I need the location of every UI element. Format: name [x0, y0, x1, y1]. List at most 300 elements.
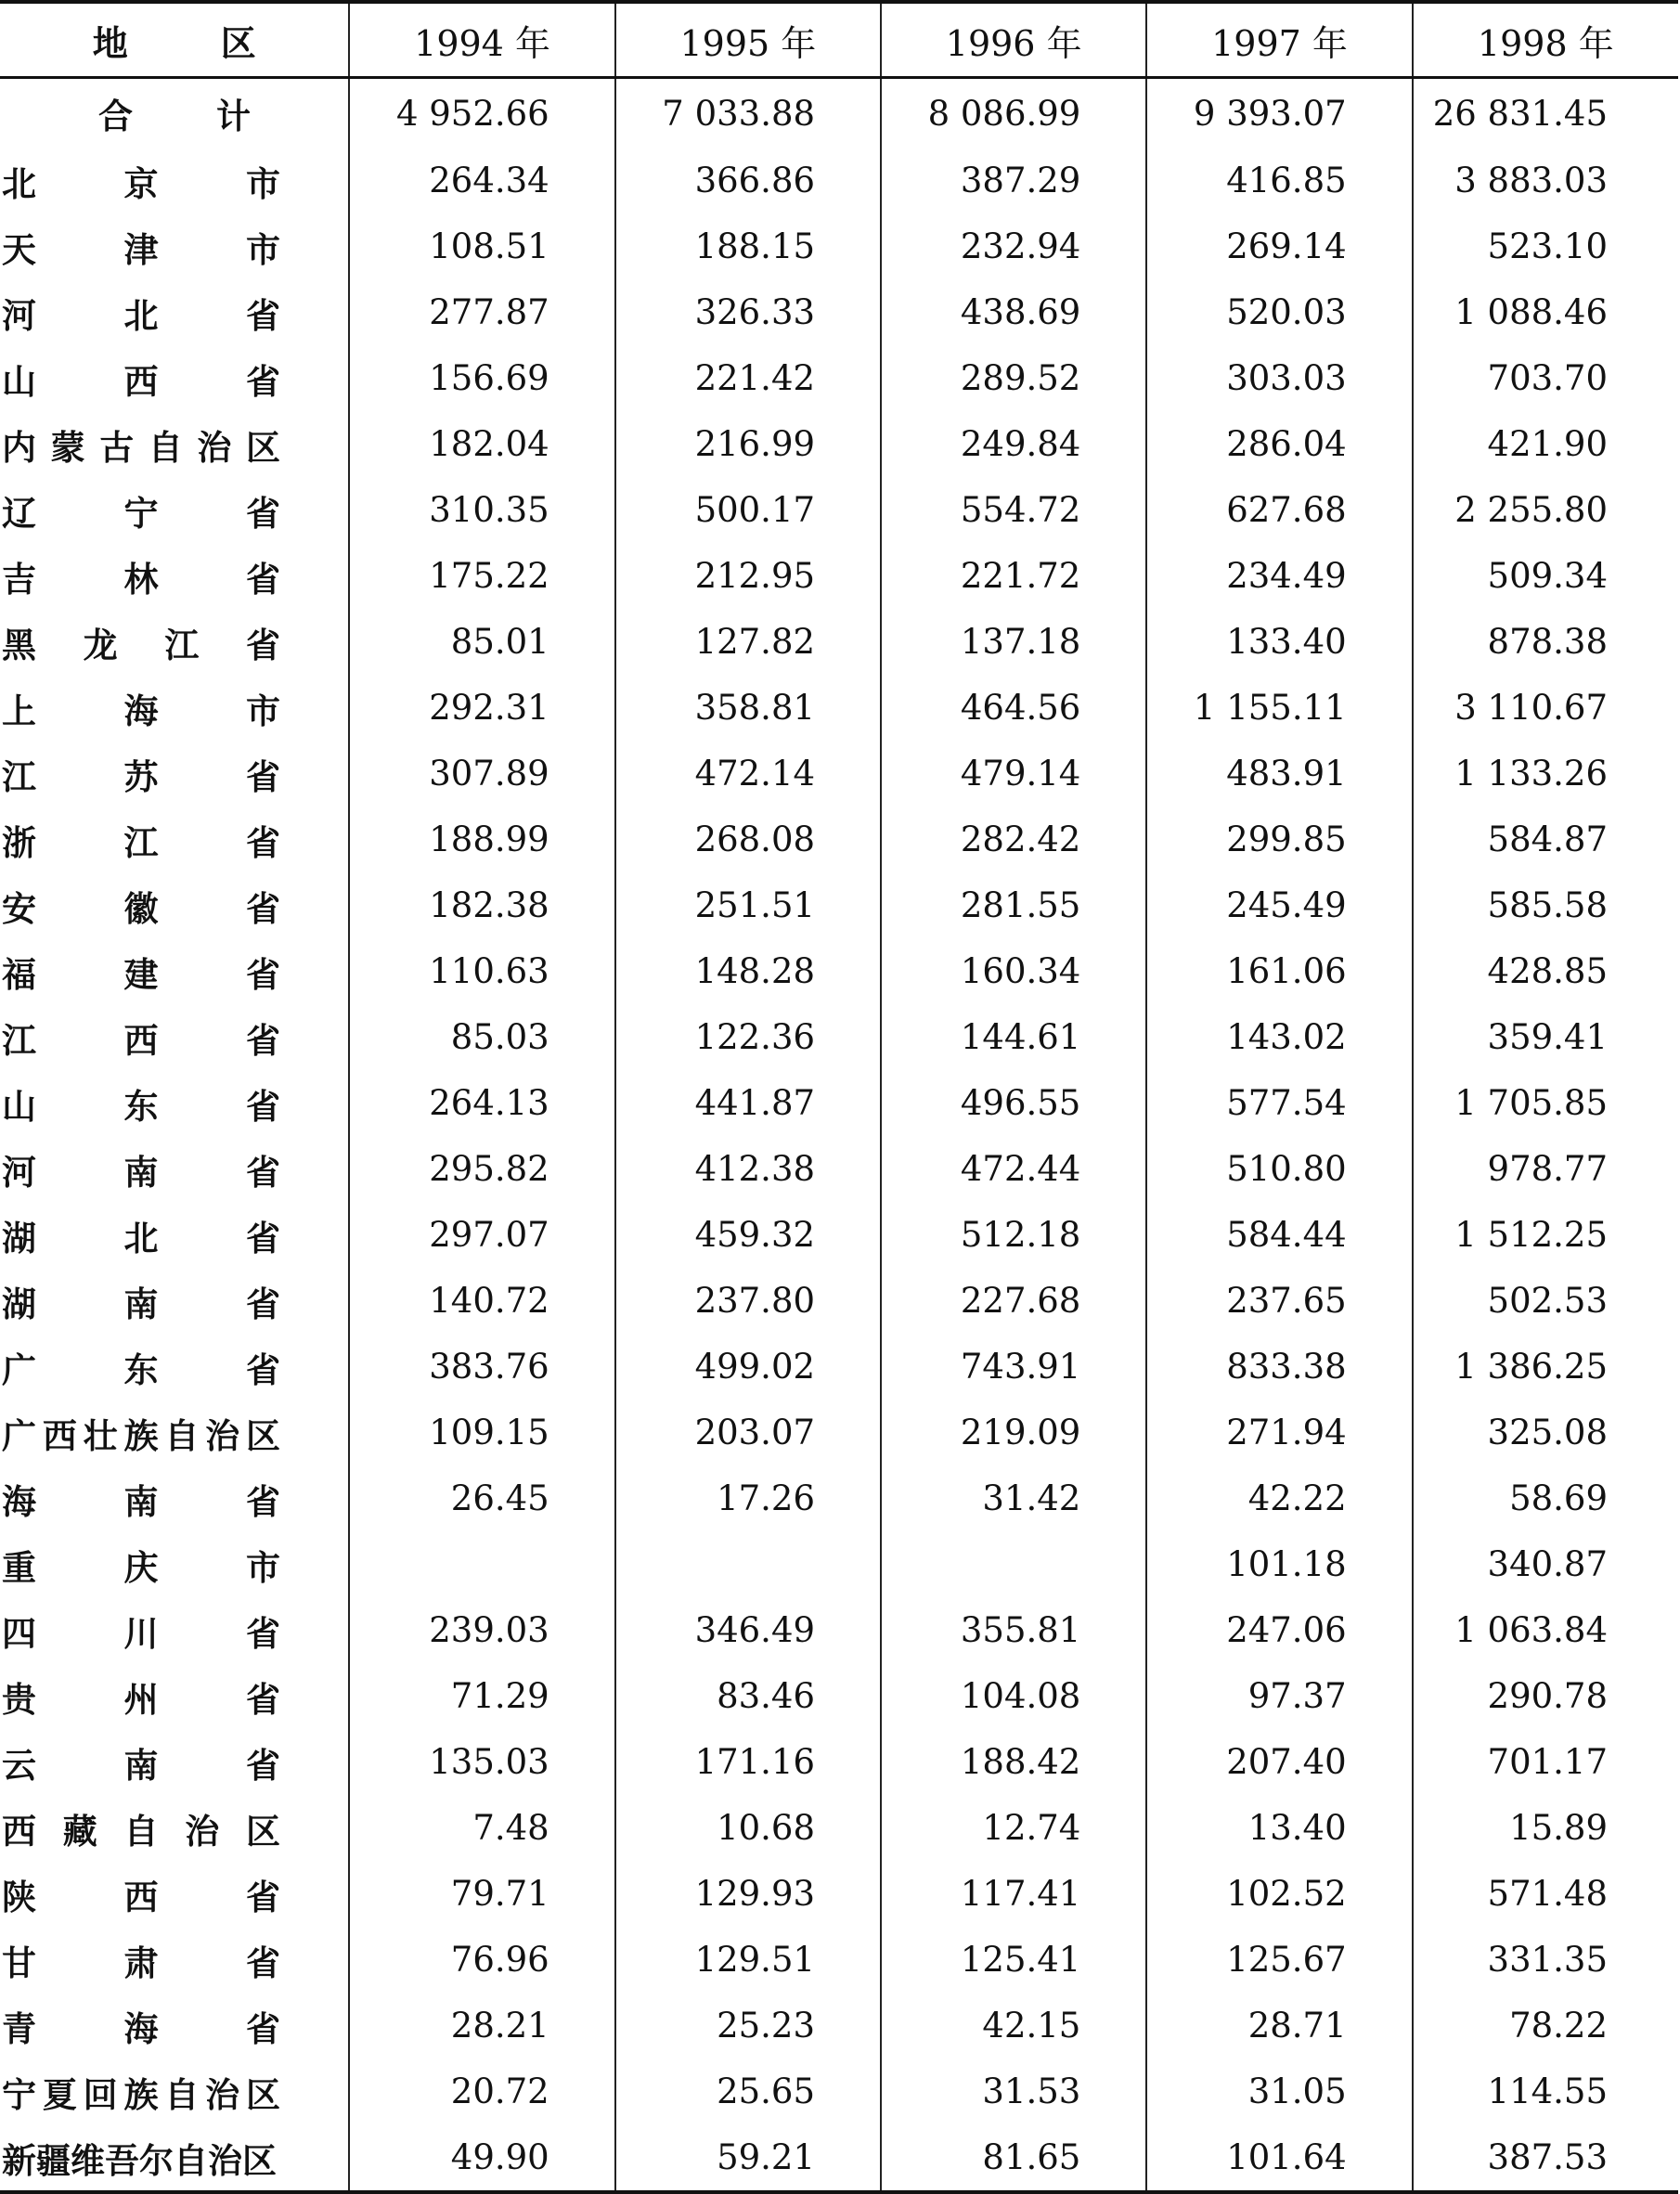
region-char: 自: [164, 2073, 200, 2115]
region-char: 黑: [2, 624, 36, 665]
region-char: 省: [246, 294, 280, 336]
region-char: 省: [246, 755, 280, 797]
table-row: [0, 1927, 1678, 1993]
value-cell-1995: 216.99: [615, 411, 881, 477]
value-cell-1997: 42.22: [1146, 1465, 1412, 1531]
region-char: 区: [245, 426, 280, 468]
region-char: 省: [246, 1151, 280, 1193]
region-char: 西: [123, 1876, 159, 1917]
region-char: 吉: [2, 558, 36, 600]
value-cell-1995: [615, 1531, 881, 1597]
region-label: [0, 1144, 280, 1194]
region-label: [0, 749, 280, 799]
value-cell-1997: 833.38: [1146, 1334, 1412, 1400]
region-char: 内: [2, 426, 36, 468]
value-cell-1997: 1 155.11: [1146, 675, 1412, 741]
region-char: 州: [123, 1678, 159, 1720]
value-cell-1997: 269.14: [1146, 213, 1412, 279]
region-char: 海: [2, 1480, 36, 1522]
value-cell-1998: 26 831.45: [1413, 78, 1678, 148]
region-char: 四: [2, 1612, 36, 1654]
value-cell-1996: 144.61: [881, 1004, 1146, 1070]
value-cell-1994: 182.38: [349, 872, 614, 938]
value-cell-1994: 135.03: [349, 1729, 614, 1795]
region-char: 南: [123, 1480, 159, 1522]
value-cell-1996: 219.09: [881, 1400, 1146, 1465]
region-char: 安: [2, 887, 36, 929]
region-char: 西: [123, 360, 159, 402]
value-cell-1997: 143.02: [1146, 1004, 1412, 1070]
value-cell-1994: 49.90: [349, 2124, 614, 2192]
region-cell: [0, 2058, 349, 2124]
region-char: 海: [123, 2007, 159, 2049]
value-cell-1994: 28.21: [349, 1993, 614, 2058]
value-cell-1998: 703.70: [1413, 345, 1678, 411]
value-cell-1998: 114.55: [1413, 2058, 1678, 2124]
value-cell-1996: 104.08: [881, 1663, 1146, 1729]
region-char: 省: [246, 1942, 280, 1983]
region-char: 河: [2, 1151, 36, 1193]
region-char: 东: [123, 1085, 159, 1127]
value-cell-1996: 125.41: [881, 1927, 1146, 1993]
region-label: [0, 881, 280, 931]
region-char: 西: [42, 1414, 77, 1456]
table-row: [0, 1004, 1678, 1070]
value-cell-1995: 358.81: [615, 675, 881, 741]
value-cell-1997: 303.03: [1146, 345, 1412, 411]
value-cell-1995: 366.86: [615, 148, 881, 213]
region-char: 治: [205, 1414, 240, 1456]
value-cell-1996: 464.56: [881, 675, 1146, 741]
region-char: 宁: [2, 2073, 36, 2115]
region-char: 省: [246, 360, 280, 402]
value-cell-1996: 512.18: [881, 1202, 1146, 1268]
region-cell: [0, 78, 349, 148]
value-cell-1994: 239.03: [349, 1597, 614, 1663]
region-label: [0, 1671, 280, 1722]
region-char: 山: [2, 1085, 36, 1127]
region-char: 自: [148, 426, 183, 468]
region-char: 京: [123, 162, 159, 204]
value-cell-1997: 101.64: [1146, 2124, 1412, 2192]
table-row: [0, 1795, 1678, 1861]
region-char: 云: [2, 1744, 36, 1786]
region-char: 合: [98, 96, 133, 136]
region-label: [0, 2133, 280, 2183]
region-label: [0, 1474, 280, 1524]
value-cell-1997: 510.80: [1146, 1136, 1412, 1202]
value-cell-1996: 8 086.99: [881, 78, 1146, 148]
region-cell: [0, 1136, 349, 1202]
region-cell: [0, 1729, 349, 1795]
value-cell-1995: 499.02: [615, 1334, 881, 1400]
value-cell-1996: 137.18: [881, 609, 1146, 675]
region-char: 自: [164, 1414, 200, 1456]
region-char: 西: [123, 1019, 159, 1061]
region-label: [0, 1869, 280, 1919]
header-row: [0, 2, 1678, 78]
region-char: 省: [246, 1678, 280, 1720]
value-cell-1996: 282.42: [881, 807, 1146, 872]
value-cell-1996: 81.65: [881, 2124, 1146, 2192]
region-cell: [0, 2124, 349, 2192]
value-cell-1995: 212.95: [615, 543, 881, 609]
region-char: 回: [83, 2073, 118, 2115]
value-cell-1998: 359.41: [1413, 1004, 1678, 1070]
table-row: [0, 1993, 1678, 2058]
value-cell-1998: 387.53: [1413, 2124, 1678, 2192]
region-char: 肃: [123, 1942, 159, 1983]
value-cell-1995: 127.82: [615, 609, 881, 675]
value-cell-1994: 175.22: [349, 543, 614, 609]
value-cell-1994: 79.71: [349, 1861, 614, 1927]
region-label: [0, 485, 280, 536]
value-cell-1995: 59.21: [615, 2124, 881, 2192]
region-label: [0, 1276, 280, 1326]
table-row: [0, 938, 1678, 1004]
region-char: 北: [123, 1217, 159, 1258]
region-char: 甘: [2, 1942, 36, 1983]
region-label: [0, 1606, 280, 1656]
region-char: 河: [2, 294, 36, 336]
table-row: [0, 279, 1678, 345]
value-cell-1997: 584.44: [1146, 1202, 1412, 1268]
region-char: 南: [123, 1151, 159, 1193]
region-label: [0, 156, 280, 206]
region-cell: [0, 477, 349, 543]
region-char: 市: [246, 228, 280, 270]
region-char: 省: [246, 2007, 280, 2049]
table-row: [0, 345, 1678, 411]
value-cell-1998: 1 705.85: [1413, 1070, 1678, 1136]
value-cell-1995: 441.87: [615, 1070, 881, 1136]
region-cell: [0, 1531, 349, 1597]
region-char: 建: [123, 953, 159, 995]
region-char: 南: [123, 1744, 159, 1786]
region-label: [0, 1210, 280, 1260]
region-char: 区: [245, 1414, 280, 1456]
value-cell-1995: 221.42: [615, 345, 881, 411]
region-cell: [0, 1268, 349, 1334]
table-row: [0, 1070, 1678, 1136]
value-cell-1995: 346.49: [615, 1597, 881, 1663]
value-cell-1995: 25.65: [615, 2058, 881, 2124]
header-year-1998: 1998 年: [1413, 2, 1678, 78]
value-cell-1997: 299.85: [1146, 807, 1412, 872]
region-char: 湖: [2, 1283, 36, 1324]
value-cell-1996: 12.74: [881, 1795, 1146, 1861]
value-cell-1994: 182.04: [349, 411, 614, 477]
region-cell: [0, 543, 349, 609]
table-row: [0, 1136, 1678, 1202]
value-cell-1994: 26.45: [349, 1465, 614, 1531]
value-cell-1995: 412.38: [615, 1136, 881, 1202]
table-row: [0, 213, 1678, 279]
region-label: [0, 354, 280, 404]
value-cell-1998: 878.38: [1413, 609, 1678, 675]
region-char: 省: [246, 1480, 280, 1522]
value-cell-1996: 31.53: [881, 2058, 1146, 2124]
region-char: 计: [216, 96, 251, 136]
table-row: [0, 807, 1678, 872]
value-cell-1994: 156.69: [349, 345, 614, 411]
region-char: 市: [246, 162, 280, 204]
region-label: [0, 815, 280, 865]
region-label: [0, 551, 280, 601]
table-row: [0, 1663, 1678, 1729]
value-cell-1997: 125.67: [1146, 1927, 1412, 1993]
value-cell-1997: 520.03: [1146, 279, 1412, 345]
region-char: 浙: [2, 821, 36, 863]
table-body: [0, 78, 1678, 2193]
value-cell-1996: 227.68: [881, 1268, 1146, 1334]
region-char: 龙: [83, 624, 118, 665]
region-label: [0, 1342, 280, 1392]
table-row: [0, 1465, 1678, 1531]
value-cell-1995: 129.51: [615, 1927, 881, 1993]
region-cell: [0, 1795, 349, 1861]
value-cell-1995: 326.33: [615, 279, 881, 345]
region-cell: [0, 345, 349, 411]
value-cell-1996: 479.14: [881, 741, 1146, 807]
value-cell-1994: 297.07: [349, 1202, 614, 1268]
value-cell-1998: 523.10: [1413, 213, 1678, 279]
region-char: 省: [246, 953, 280, 995]
region-char: 省: [246, 492, 280, 534]
value-cell-1994: 76.96: [349, 1927, 614, 1993]
value-cell-1997: 271.94: [1146, 1400, 1412, 1465]
region-char: 市: [246, 690, 280, 731]
value-cell-1997: 286.04: [1146, 411, 1412, 477]
region-cell: [0, 1202, 349, 1268]
region-label: [0, 1540, 280, 1590]
value-cell-1997: 28.71: [1146, 1993, 1412, 2058]
table-header: [0, 2, 1678, 78]
region-cell: [0, 1993, 349, 2058]
value-cell-1996: 188.42: [881, 1729, 1146, 1795]
table-row: [0, 2124, 1678, 2192]
region-char: 山: [2, 360, 36, 402]
region-char: 夏: [42, 2073, 77, 2115]
value-cell-1994: 264.13: [349, 1070, 614, 1136]
table-row: [0, 675, 1678, 741]
value-cell-1997: 234.49: [1146, 543, 1412, 609]
value-cell-1997: 577.54: [1146, 1070, 1412, 1136]
table-row: [0, 1400, 1678, 1465]
value-cell-1997: 161.06: [1146, 938, 1412, 1004]
value-cell-1998: 1 386.25: [1413, 1334, 1678, 1400]
value-cell-1994: 108.51: [349, 213, 614, 279]
table-row: [0, 477, 1678, 543]
region-char: 广: [2, 1414, 36, 1456]
value-cell-1994: 4 952.66: [349, 78, 614, 148]
value-cell-1997: 101.18: [1146, 1531, 1412, 1597]
header-year-1997: 1997 年: [1146, 2, 1412, 78]
region-char: 市: [246, 1546, 280, 1588]
region-char: 区: [245, 2073, 280, 2115]
region-label: [0, 1935, 280, 1985]
table-row: [0, 2058, 1678, 2124]
value-cell-1996: 160.34: [881, 938, 1146, 1004]
value-cell-1997: 207.40: [1146, 1729, 1412, 1795]
value-cell-1997: 245.49: [1146, 872, 1412, 938]
region-cell: [0, 1004, 349, 1070]
region-char: 东: [123, 1349, 159, 1390]
region-label: [0, 683, 280, 733]
value-cell-1995: 203.07: [615, 1400, 881, 1465]
region-char: 湖: [2, 1217, 36, 1258]
value-cell-1996: 289.52: [881, 345, 1146, 411]
value-cell-1994: 277.87: [349, 279, 614, 345]
table-row: [0, 543, 1678, 609]
region-cell: [0, 741, 349, 807]
header-region: [0, 2, 349, 78]
table-row: [0, 148, 1678, 213]
region-char: 壮: [83, 1414, 118, 1456]
region-char: 庆: [123, 1546, 159, 1588]
region-char: 北: [123, 294, 159, 336]
region-label: [0, 1013, 280, 1063]
header-year-1995: 1995 年: [615, 2, 881, 78]
value-cell-1998: 585.58: [1413, 872, 1678, 938]
value-cell-1998: 502.53: [1413, 1268, 1678, 1334]
value-cell-1998: 1 088.46: [1413, 279, 1678, 345]
value-cell-1998: 428.85: [1413, 938, 1678, 1004]
region-char: 西: [2, 1810, 36, 1852]
table-row: [0, 741, 1678, 807]
value-cell-1996: 232.94: [881, 213, 1146, 279]
value-cell-1997: 483.91: [1146, 741, 1412, 807]
value-cell-1996: 221.72: [881, 543, 1146, 609]
value-cell-1995: 171.16: [615, 1729, 881, 1795]
region-char: 省: [246, 1349, 280, 1390]
value-cell-1997: 627.68: [1146, 477, 1412, 543]
region-cell: [0, 1400, 349, 1465]
region-char: 治: [205, 2073, 240, 2115]
value-cell-1998: 3 883.03: [1413, 148, 1678, 213]
value-cell-1994: 110.63: [349, 938, 614, 1004]
region-cell: [0, 279, 349, 345]
value-cell-1996: 117.41: [881, 1861, 1146, 1927]
region-char: 陕: [2, 1876, 36, 1917]
value-cell-1994: 71.29: [349, 1663, 614, 1729]
header-year-1996: 1996 年: [881, 2, 1146, 78]
region-char: 区: [246, 1810, 280, 1852]
table-row: [0, 411, 1678, 477]
value-cell-1997: 31.05: [1146, 2058, 1412, 2124]
value-cell-1997: 237.65: [1146, 1268, 1412, 1334]
region-char: 省: [246, 1019, 280, 1061]
table-row: [0, 1729, 1678, 1795]
value-cell-1994: 20.72: [349, 2058, 614, 2124]
value-cell-1998: 571.48: [1413, 1861, 1678, 1927]
value-cell-1995: 7 033.88: [615, 78, 881, 148]
value-cell-1994: 85.03: [349, 1004, 614, 1070]
region-label: [0, 1737, 280, 1787]
value-cell-1994: 140.72: [349, 1268, 614, 1334]
value-cell-1996: 281.55: [881, 872, 1146, 938]
region-char: 宁: [123, 492, 159, 534]
region-label: [0, 222, 280, 272]
region-char: 治: [197, 426, 232, 468]
region-label: [0, 1803, 280, 1853]
table-row: [0, 1268, 1678, 1334]
table-row: [0, 1334, 1678, 1400]
region-cell: [0, 609, 349, 675]
value-cell-1995: 472.14: [615, 741, 881, 807]
region-char: 蒙: [50, 426, 85, 468]
value-cell-1996: 743.91: [881, 1334, 1146, 1400]
value-cell-1998: 15.89: [1413, 1795, 1678, 1861]
region-char: 江: [2, 1019, 36, 1061]
region-cell: [0, 148, 349, 213]
region-cell: [0, 938, 349, 1004]
region-label: [0, 947, 280, 997]
region-cell: [0, 1597, 349, 1663]
region-cell: [0, 807, 349, 872]
header-region-char: 地: [92, 21, 128, 64]
value-cell-1997: 97.37: [1146, 1663, 1412, 1729]
value-cell-1996: 42.15: [881, 1993, 1146, 2058]
value-cell-1996: 31.42: [881, 1465, 1146, 1531]
value-cell-1995: 500.17: [615, 477, 881, 543]
value-cell-1995: 268.08: [615, 807, 881, 872]
value-cell-1998: 331.35: [1413, 1927, 1678, 1993]
value-cell-1996: 554.72: [881, 477, 1146, 543]
value-cell-1998: 2 255.80: [1413, 477, 1678, 543]
region-char: 省: [246, 887, 280, 929]
value-cell-1994: [349, 1531, 614, 1597]
value-cell-1994: 85.01: [349, 609, 614, 675]
region-char: 苏: [123, 755, 159, 797]
region-char: 省: [246, 1085, 280, 1127]
region-char: 天: [2, 228, 36, 270]
value-cell-1997: 13.40: [1146, 1795, 1412, 1861]
region-char: 省: [246, 558, 280, 600]
value-cell-1998: 978.77: [1413, 1136, 1678, 1202]
region-cell: [0, 213, 349, 279]
value-cell-1995: 122.36: [615, 1004, 881, 1070]
region-cell: [0, 1927, 349, 1993]
value-cell-1998: 3 110.67: [1413, 675, 1678, 741]
region-cell: [0, 1070, 349, 1136]
region-char: 族: [123, 1414, 159, 1456]
region-char: 辽: [2, 492, 36, 534]
value-cell-1994: 7.48: [349, 1795, 614, 1861]
value-cell-1995: 148.28: [615, 938, 881, 1004]
region-cell: [0, 1663, 349, 1729]
header-year-1994: 1994 年: [349, 2, 614, 78]
total-row: [0, 78, 1678, 148]
value-cell-1995: 459.32: [615, 1202, 881, 1268]
region-char: 省: [245, 624, 280, 665]
value-cell-1998: 584.87: [1413, 807, 1678, 872]
value-cell-1998: 78.22: [1413, 1993, 1678, 2058]
table-row: [0, 1531, 1678, 1597]
region-char: 省: [246, 1217, 280, 1258]
region-label: [0, 88, 349, 138]
region-char: 上: [2, 690, 36, 731]
region-label: [0, 2001, 280, 2051]
value-cell-1994: 307.89: [349, 741, 614, 807]
region-label: [0, 617, 280, 667]
region-char: 福: [2, 953, 36, 995]
table-row: [0, 1597, 1678, 1663]
region-char: 自: [123, 1810, 159, 1852]
value-cell-1995: 17.26: [615, 1465, 881, 1531]
region-char: 川: [123, 1612, 159, 1654]
region-char: 海: [123, 690, 159, 731]
